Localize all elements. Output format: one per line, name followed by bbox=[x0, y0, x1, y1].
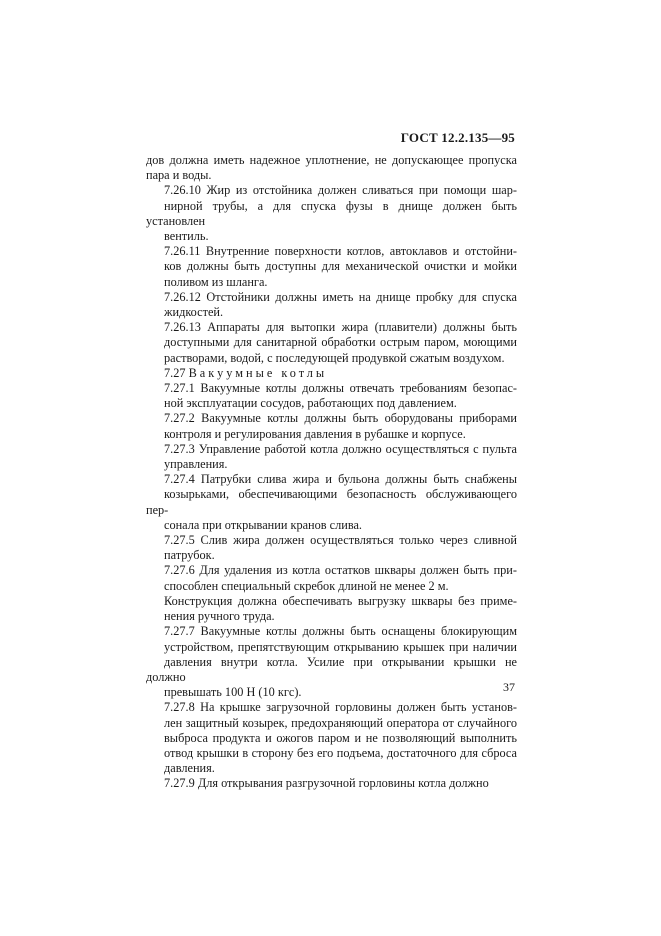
text-line: 7.27.4 Патрубки слива жира и бульона должны быть снабжены bbox=[164, 472, 517, 487]
text-line: патрубок. bbox=[164, 548, 215, 563]
text-line: лен защитный козырек, предохраняющий оператора от случайного bbox=[164, 715, 517, 730]
text-line: давления. bbox=[164, 761, 215, 776]
text-line: Конструкция должна обеспечивать выгрузку шквары без приме- bbox=[164, 593, 517, 608]
page-number: 37 bbox=[503, 680, 515, 694]
text-line: 7.26.12 Отстойники должны иметь на днище пробку для спуска bbox=[164, 289, 517, 304]
paragraph bbox=[146, 776, 517, 791]
document-header: ГОСТ 12.2.135—95 bbox=[400, 130, 515, 145]
paragraph bbox=[146, 442, 517, 472]
text-line: 7.27.7 Вакуумные котлы должны быть оснащены блокирующим bbox=[164, 624, 517, 639]
paragraph bbox=[146, 563, 517, 593]
paragraph bbox=[146, 153, 517, 183]
section-number: 7.27 bbox=[164, 365, 186, 380]
text-line: способлен специальный скребок длиной не менее 2 м. bbox=[164, 578, 449, 593]
paragraph bbox=[146, 411, 517, 441]
paragraph bbox=[146, 700, 517, 776]
text-line: превышать 100 Н (10 кгс). bbox=[164, 685, 302, 700]
text-line: козырьками, обеспечивающими безопасность обслуживающего пер- bbox=[146, 487, 517, 517]
text-line: доступными для санитарной обработки острым паром, моющими bbox=[164, 335, 517, 350]
text-line: 7.27.1 Вакуумные котлы должны отвечать требованиям безопас- bbox=[164, 381, 517, 396]
text-line: устройством, препятствующим открыванию крышек при наличии bbox=[164, 639, 517, 654]
body-text bbox=[146, 153, 517, 792]
text-line: 7.27.3 Управление работой котла должно осуществляться с пульта bbox=[164, 441, 517, 456]
text-line: растворами, водой, с последующей продувкой сжатым воздухом. bbox=[164, 350, 505, 365]
text-line: выброса продукта и ожогов паром и не позволяющий выполнить bbox=[164, 730, 517, 745]
text-line: вентиль. bbox=[164, 229, 209, 244]
paragraph bbox=[146, 320, 517, 366]
paragraph bbox=[146, 381, 517, 411]
text-line: давления внутри котла. Усилие при открывании крышки не должно bbox=[146, 654, 517, 684]
paragraph bbox=[146, 624, 517, 700]
text-line: нения ручного труда. bbox=[164, 609, 275, 624]
section-heading bbox=[146, 366, 517, 381]
text-line: 7.27.9 Для открывания разгрузочной горловины котла должно bbox=[164, 776, 489, 791]
text-line: 7.27.8 На крышке загрузочной горловины должен быть установ- bbox=[164, 700, 517, 715]
text-line: 7.27.2 Вакуумные котлы должны быть оборудованы приборами bbox=[164, 411, 517, 426]
text-line: жидкостей. bbox=[164, 305, 224, 320]
text-line: отвод крышки в сторону без его подъема, достаточного для сброса bbox=[164, 745, 517, 760]
text-line: поливом из шланга. bbox=[164, 274, 268, 289]
text-line: 7.26.10 Жир из отстойника должен сливаться при помощи шар- bbox=[164, 183, 517, 198]
text-line: дов должна иметь надежное уплотнение, не допускающее пропуска bbox=[146, 153, 517, 167]
paragraph bbox=[146, 244, 517, 290]
text-line: пара и воды. bbox=[146, 168, 212, 183]
paragraph bbox=[146, 533, 517, 563]
paragraph bbox=[146, 290, 517, 320]
text-line: 7.27.5 Слив жира должен осуществляться только через сливной bbox=[164, 533, 517, 548]
text-line: сонала при открывании кранов слива. bbox=[164, 517, 363, 532]
section-title: Вакуумные котлы bbox=[188, 365, 328, 380]
text-line: 7.27.6 Для удаления из котла остатков шквары должен быть при- bbox=[164, 563, 517, 578]
paragraph bbox=[146, 594, 517, 624]
text-line: нирной трубы, а для спуска фузы в днище должен быть установлен bbox=[146, 198, 517, 228]
paragraph bbox=[146, 183, 517, 244]
text-line: ной эксплуатации сосудов, работающих под давлением. bbox=[164, 396, 457, 411]
text-line: 7.26.11 Внутренние поверхности котлов, автоклавов и отстойни- bbox=[164, 244, 517, 259]
text-line: управления. bbox=[164, 457, 228, 472]
text-line: контроля и регулирования давления в рубашке и корпусе. bbox=[164, 426, 466, 441]
text-line: ков должны быть доступны для механической очистки и мойки bbox=[164, 259, 517, 274]
paragraph bbox=[146, 472, 517, 533]
text-line: 7.26.13 Аппараты для вытопки жира (плавители) должны быть bbox=[164, 320, 517, 335]
